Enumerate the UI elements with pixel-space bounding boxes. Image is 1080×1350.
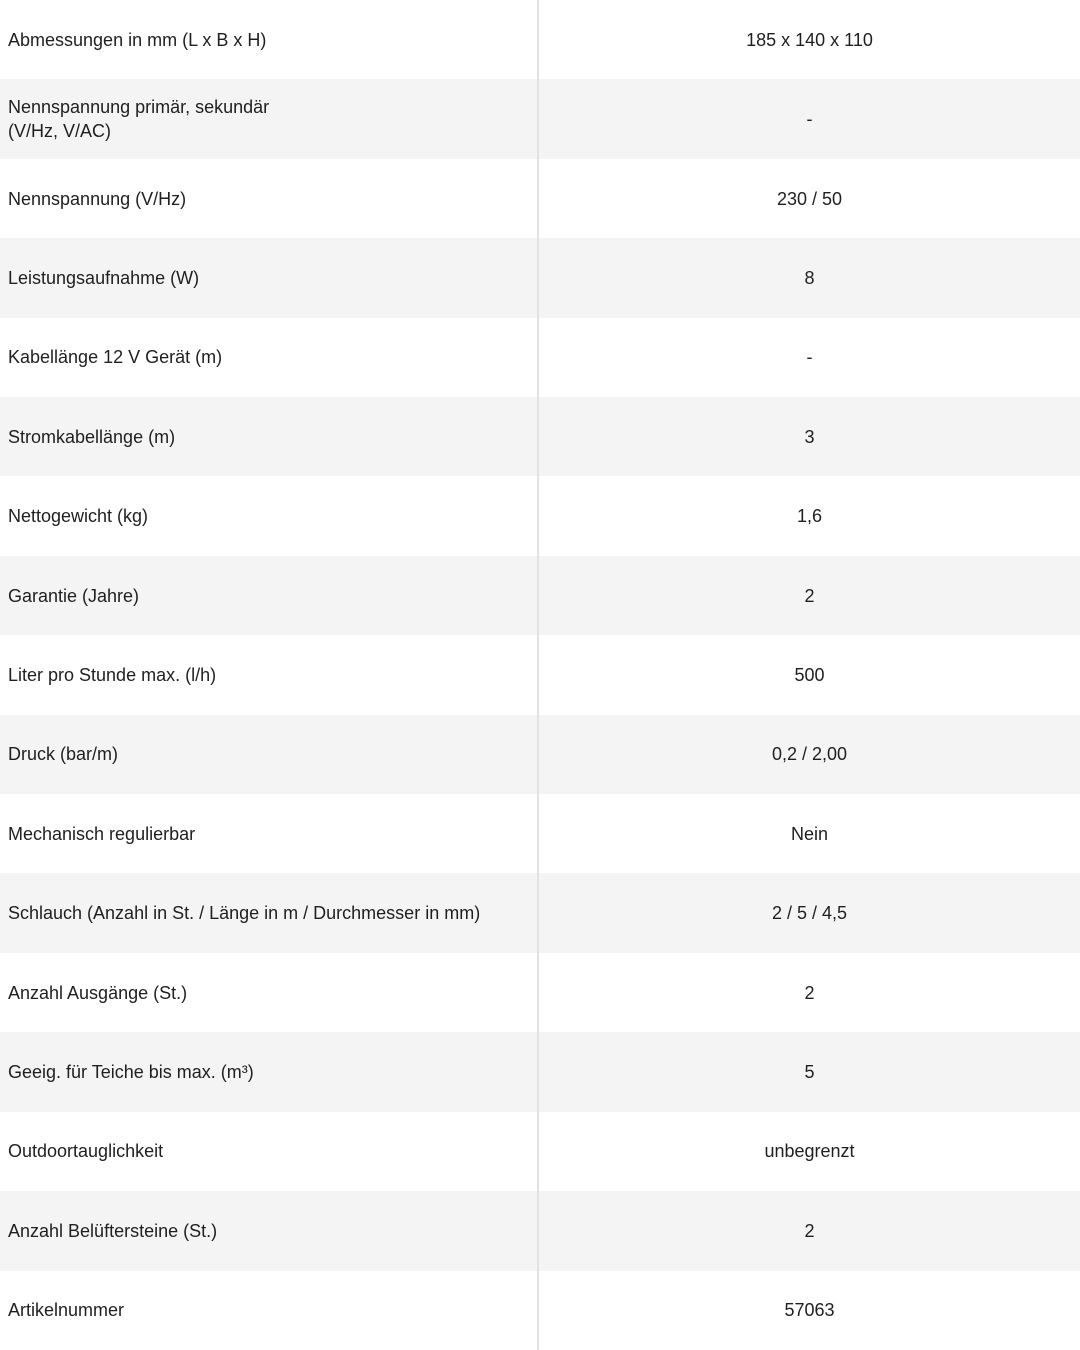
table-row (0, 397, 1080, 476)
table-row (0, 794, 1080, 873)
row-label: Abmessungen in mm (L x B x H) (0, 0, 539, 79)
table-row (0, 1112, 1080, 1191)
table-row (0, 1191, 1080, 1270)
row-value: Nein (790, 823, 829, 844)
row-label: Outdoortauglichkeit (0, 1112, 539, 1191)
table-row (0, 476, 1080, 555)
row-label: Nettogewicht (kg) (0, 476, 539, 555)
table-row (0, 556, 1080, 635)
row-value: 5 (804, 1061, 815, 1082)
row-label: Anzahl Belüftersteine (St.) (0, 1191, 539, 1270)
table-row (0, 1032, 1080, 1111)
row-label: Druck (bar/m) (0, 715, 539, 794)
table-row (0, 0, 1080, 79)
row-label: Anzahl Ausgänge (St.) (0, 953, 539, 1032)
row-label: Schlauch (Anzahl in St. / Länge in m / Durchmesser in mm) (0, 873, 539, 952)
row-value: 57063 (784, 1300, 835, 1321)
row-value: 2 (804, 585, 815, 606)
row-label: Nennspannung (V/Hz) (0, 159, 539, 238)
row-value: 2 (804, 1220, 815, 1241)
table-row (0, 318, 1080, 397)
table-row (0, 635, 1080, 714)
row-value: 1,6 (796, 506, 823, 527)
row-label: Garantie (Jahre) (0, 556, 539, 635)
row-label: Artikelnummer (0, 1271, 539, 1350)
row-value: 500 (794, 664, 825, 685)
table-row (0, 873, 1080, 952)
row-value: 2 (804, 982, 815, 1003)
row-value: 185 x 140 x 110 (746, 29, 873, 50)
row-value: - (806, 347, 813, 368)
row-value: 2 / 5 / 4,5 (771, 903, 848, 924)
row-value: 230 / 50 (776, 188, 843, 209)
row-value: - (806, 109, 813, 130)
row-label: Mechanisch regulierbar (0, 794, 539, 873)
row-label: Liter pro Stunde max. (l/h) (0, 635, 539, 714)
table-row (0, 79, 1080, 158)
row-value: 3 (804, 426, 815, 447)
table-row (0, 159, 1080, 238)
table-row (0, 715, 1080, 794)
table-row (0, 238, 1080, 317)
row-label: Kabellänge 12 V Gerät (m) (0, 318, 539, 397)
row-label: Stromkabellänge (m) (0, 397, 539, 476)
row-value: 0,2 / 2,00 (771, 744, 848, 765)
row-value: unbegrenzt (764, 1141, 855, 1162)
table-row (0, 1271, 1080, 1350)
row-label: Leistungsaufnahme (W) (0, 238, 539, 317)
row-label: Nennspannung primär, sekundär (V/Hz, V/AC) (0, 79, 539, 158)
row-value: 8 (804, 267, 815, 288)
table-row (0, 953, 1080, 1032)
row-label: Geeig. für Teiche bis max. (m³) (0, 1032, 539, 1111)
